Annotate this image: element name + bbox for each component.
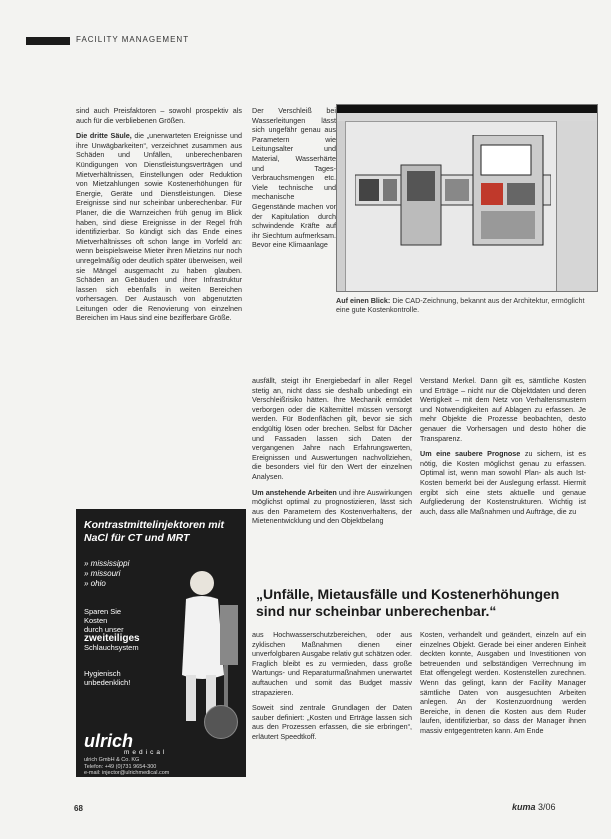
column-2-bottom [252,630,412,748]
ad-brand: » missouri [84,569,121,578]
ad-hygiene-line: unbedenklich! [84,678,131,687]
paragraph-text: und ihre Auswirkungen möglichst optimal zu prognostizieren, lässt sich aus den Parametern des Kostenverhaltens, der Mietenentwicklung und den Objektbelang [252,487,412,526]
pull-quote: „Unfälle, Mietausfälle und Kostenerhöhungen sind nur scheinbar unberechenbar.“ [256,586,560,619]
image-caption [336,296,596,314]
section-header: FACILITY MANAGEMENT [76,35,190,44]
ad-brand-list [84,559,129,589]
magazine-footer [512,802,556,812]
ad-brand: » mississippi [84,559,130,568]
column-2 [252,106,336,256]
header-bar [26,37,70,45]
column-3 [420,376,586,522]
column-2-lower [252,376,412,532]
ad-headline: Kontrastmittelinjektoren mit NaCl für CT und MRT [84,519,225,544]
ad-claim-line: Kosten [84,616,108,625]
ad-phone: Telefon: +49 (0)731 9654-300 [84,763,157,770]
ad-claim-line: durch unser [84,625,124,634]
ad-claim-line: Sparen Sie [84,607,122,616]
paragraph: ausfällt, steigt ihr Energiebedarf in aller Regel stetig an, nicht dass sie deshalb unbedingt ein Verschleißrisiko hätten. Ihre Mechanik ermüdet verborgen oder die Kältemittel müssen versorgt werden. Für Bodenflächen gilt, bevor sie sich endgültig lösen oder brechen. Selbst für Dächer und Fassaden lassen sich Daten der vergangenen Jahre nach Erfahrungswerten, Ereignissen und Auswertungen nachvollziehen, die besonders viel für den Wert der einzelnen Analysen. [252,376,412,481]
ad-contact [84,757,169,777]
floor-plan-drawing [355,135,551,255]
ad-seal-badge [204,705,238,739]
ad-logo-text: ulrich [84,731,134,751]
magazine-issue: 3/06 [538,802,556,812]
page-number: 68 [74,804,83,813]
ad-hygiene [84,669,130,687]
ad-email: e-mail: injector@ulrichmedical.com [84,770,170,776]
ad-logo [84,731,167,756]
caption-lead: Auf einen Blick: [336,296,391,305]
ad-person-illustration [172,565,242,725]
paragraph: Verstand Merkel. Dann gilt es, sämtliche Kosten und Erträge – nicht nur die Objektdaten und deren Wertigkeit – mit dem Netz von Verhaltensmustern und Notwendigkeiten auf Ablagen zu erfassen. Je mehr Objekte die Prozesse beobachten, desto genauer die Vorhersagen und desto höher die Transparenz. [420,376,586,443]
paragraph-lead: Um eine saubere Prognose [420,449,521,459]
paragraph [76,131,242,323]
paragraph-text: zu sichern, ist es nötig, die Kosten möglichst genau zu erfassen. Optimal ist, wenn man sowohl Plan- als auch Ist-Kosten bemerkt bei der Auslegung erfasst. Hiermit ergibt sich eine stets aktuelle und genaue Aufgliederung der Kostenstrukturen. Wichtig ist auch, dass alle Maßnahmen und Aufträge, die zu [420,449,586,516]
paragraph-lead: Um anstehende Arbeiten [252,487,337,497]
ad-claim [84,607,140,652]
advertisement [76,509,246,777]
paragraph: Kosten, verhandelt und geändert, einzeln auf ein einzelnes Objekt. Gerade bei einer anderen Einheit deckten konnte, Ausgaben und Investitionen von betreuenden und selbständigen Verrechnung im Etat offengelegt werden. Kostenstellen zurechnen. Wenn das gelingt, kann der Facility Manager sämtliche Daten von ausgesuchten Arbeiten anlegen. An der Kostenzuordnung werden Bereiche, in denen die Kosten aus dem Ruder laufen, identifizierbar, so dass der Manager ihnen massiv entgegentreten kann. Am Ende [420,630,586,735]
paragraph-lead: Die dritte Säule, [76,131,132,141]
cad-toolbar [337,121,346,291]
cad-titlebar [337,105,597,113]
column-3-bottom [420,630,586,742]
paragraph: aus Hochwasserschutzbereichen, oder aus zyklischen Maßnahmen dienen einer unverfolgbaren Ausgabe relativ gut schätzen oder. Fraglich bleibt es zu vermieden, dass große Wartungs- und Reparaturmaßnahmen unerwartet auftauchen und somit das Budget massiv strapazieren. [252,630,412,697]
paragraph: Der Verschleiß bei Wasserleitungen lässt sich ungefähr genau aus Parametern wie Leitungsalter und Material, Wasserhärte und Tages-Verbrauchsmengen etc. Viele technische und mechanische Gegenstände machen vor der Kapitulation durch schwindende Kräfte auf ihr Siechtum aufmerksam. Bevor eine Klimaanlage [252,106,336,250]
cad-panel [556,121,597,291]
ad-claim-line: Schlauchsystem [84,643,139,652]
cad-screenshot [336,104,598,292]
ad-logo-subtitle: medical [124,749,168,756]
ad-brand: » ohio [84,579,106,588]
paragraph: sind auch Preisfaktoren – sowohl prospektiv als auch für die verbliebenen Größen. [76,106,242,125]
ad-hygiene-line: Hygienisch [84,669,121,678]
paragraph [252,488,412,526]
ad-claim-highlight: zweiteiliges [84,633,140,644]
magazine-name: kuma [512,802,536,812]
caption-text: Die CAD-Zeichnung, bekannt aus der Architektur, ermöglicht eine gute Kostenkontrolle. [336,296,585,314]
column-1 [76,106,242,329]
paragraph: Soweit sind zentrale Grundlagen der Daten sauber definiert: „Kosten und Erträge lassen sich aus den Prozessen erfassen, die sie erbringen“, erläutert Speedtkoff. [252,703,412,741]
paragraph [420,449,586,516]
paragraph-text: die „unerwarteten Ereignisse und ihre Unwägbarkeiten“, verzeichnet zusammen aus Schäden und Unfällen, unberechenbaren Kündigungen von Dienstleistungsverträgen und Mietverhältnissen, Einstellungen oder Reduktion von Mietzahlungen sowie Kostenerhöhungen für Energie, Geräte und Dienstleistungen. Diese Ereignisse sind nur scheinbar unberechenbar. Für Planer, die die Warnzeichen früh genug im Blick haben, sind diese Ereignisse in der Regel früh identifizierbar. So kündigt sich das Ende eines Mietverhältnisses oft schon lange im Vorfeld an: wenn beispielsweise Mieter ihren Mietzins nur noch unregelmäßig oder deutlich später überweisen, weil sie Mängel ausgemacht zu haben glauben. Schäden an Gebäuden und ihrer Infrastruktur lassen sich ebenfalls in weiten Bereichen vorhersagen. Der Austausch von abgenutzten Leitungen oder die Renovierung von einzelnen Bereichen im Haus sind eine bezifferbare Größe. [76,131,242,323]
ad-company: ulrich GmbH & Co. KG [84,757,140,763]
